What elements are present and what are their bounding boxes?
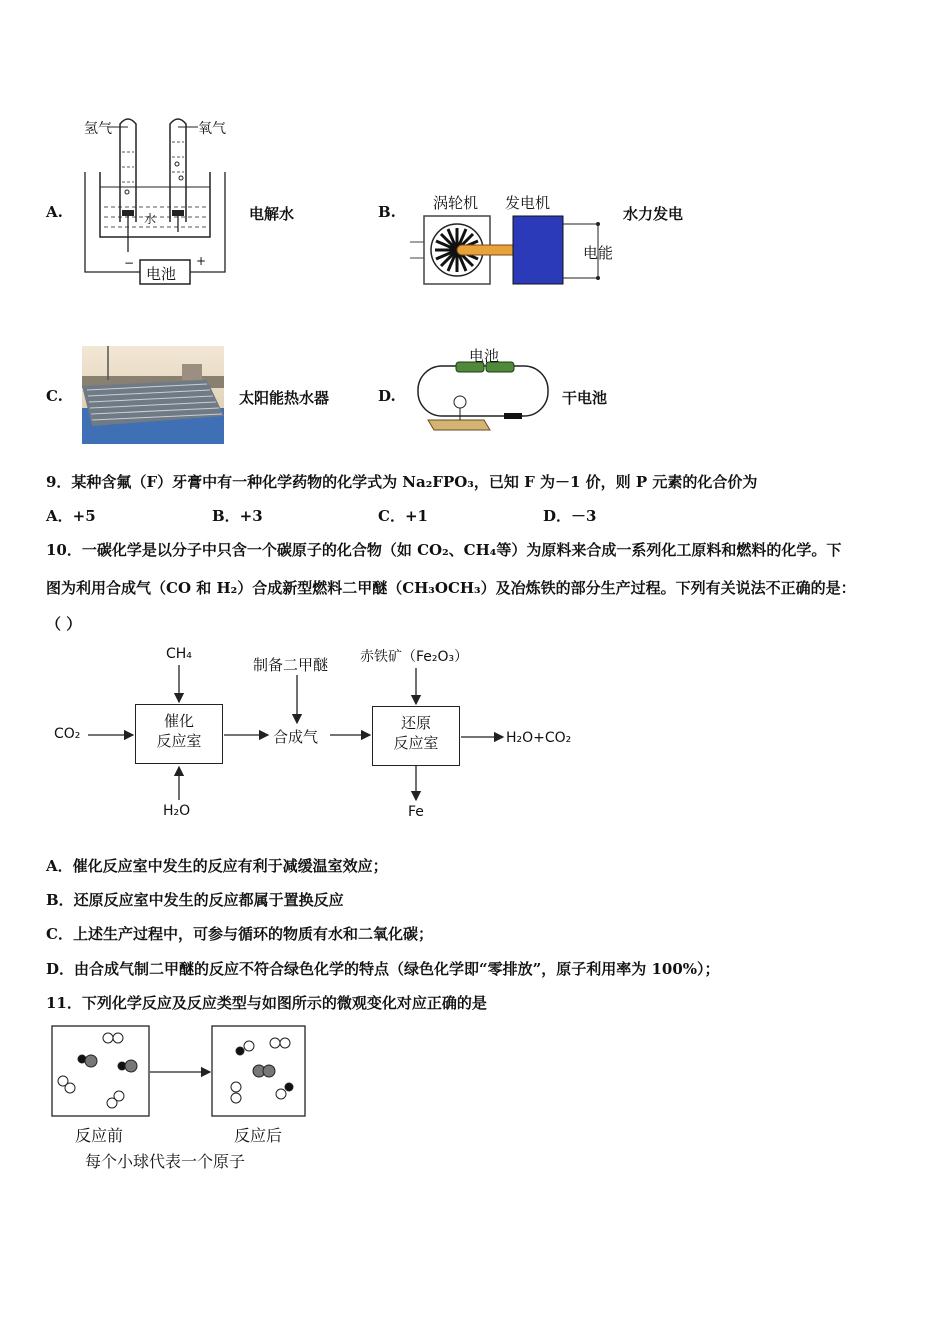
q10-option-a: A．催化反应室中发生的反应有利于减缓温室效应；	[46, 857, 388, 875]
energy-label: 电能	[583, 244, 614, 262]
q9-option-c: C．+1	[378, 507, 428, 525]
option-c-letter: C.	[46, 387, 63, 405]
option-d-letter: D.	[378, 387, 396, 405]
battery-minus: −	[124, 256, 135, 270]
q10-option-b: B．还原反应室中发生的反应都属于置换反应	[46, 891, 344, 909]
option-a-letter: A.	[46, 203, 63, 221]
catalytic-reactor-line1: 催化	[163, 712, 194, 730]
option-b-caption: 水力发电	[623, 205, 684, 223]
battery-a-label: 电池	[146, 265, 177, 283]
fe-label: Fe	[408, 804, 424, 820]
water-label: 水	[144, 212, 157, 226]
reduction-reactor-line2: 反应室	[393, 734, 439, 752]
battery-plus: +	[196, 254, 207, 268]
q9-option-d: D．－3	[543, 507, 597, 525]
q10-stem-line1: 10．一碳化学是以分子中只含一个碳原子的化合物（如 CO₂、CH₄等）为原料来合成一系列化工原料和燃料的化学。下	[46, 541, 842, 559]
turbine-label: 涡轮机	[433, 194, 479, 212]
q10-stem-line2: 图为利用合成气（CO 和 H₂）合成新型燃料二甲醚（CH₃OCH₃）及冶炼铁的部分生产过程。下列有关说法不正确的是：	[46, 579, 856, 597]
prep-dme-label: 制备二甲醚	[253, 656, 329, 674]
battery-d-label: 电池	[469, 347, 500, 365]
before-label: 反应前	[75, 1126, 124, 1145]
oxygen-label: 氧气	[198, 121, 226, 137]
ch4-label: CH₄	[166, 646, 192, 662]
q9-option-a: A．+5	[46, 507, 96, 525]
syngas-label: 合成气	[273, 728, 319, 746]
after-label: 反应后	[234, 1126, 283, 1145]
product-label: H₂O+CO₂	[506, 730, 572, 746]
co2-input-label: CO₂	[54, 726, 81, 742]
q11-stem: 11．下列化学反应及反应类型与如图所示的微观变化对应正确的是	[46, 994, 487, 1012]
generator-label: 发电机	[505, 194, 551, 212]
catalytic-reactor-line2: 反应室	[156, 732, 202, 750]
atom-note: 每个小球代表一个原子	[85, 1152, 246, 1171]
q9-stem: 9．某种含氟（F）牙膏中有一种化学药物的化学式为 Na₂FPO₃，已知 F 为－1 价，则 P 元素的化合价为	[46, 473, 758, 491]
h2o-input-label: H₂O	[163, 803, 191, 819]
reduction-reactor-line1: 还原	[400, 714, 431, 732]
option-c-caption: 太阳能热水器	[239, 389, 330, 407]
q10-answer-blank: （ ）	[46, 615, 82, 633]
q10-option-d: D．由合成气制二甲醚的反应不符合绿色化学的特点（绿色化学即“零排放”，原子利用率为 100%）；	[46, 960, 720, 978]
option-a-caption: 电解水	[249, 205, 295, 223]
option-d-caption: 干电池	[562, 389, 608, 407]
option-b-letter: B.	[378, 203, 396, 221]
q9-option-b: B．+3	[212, 507, 263, 525]
q10-option-c: C．上述生产过程中，可参与循环的物质有水和二氧化碳；	[46, 925, 433, 943]
hematite-label: 赤铁矿（Fe₂O₃）	[360, 649, 469, 665]
hydrogen-label: 氢气	[84, 121, 112, 137]
